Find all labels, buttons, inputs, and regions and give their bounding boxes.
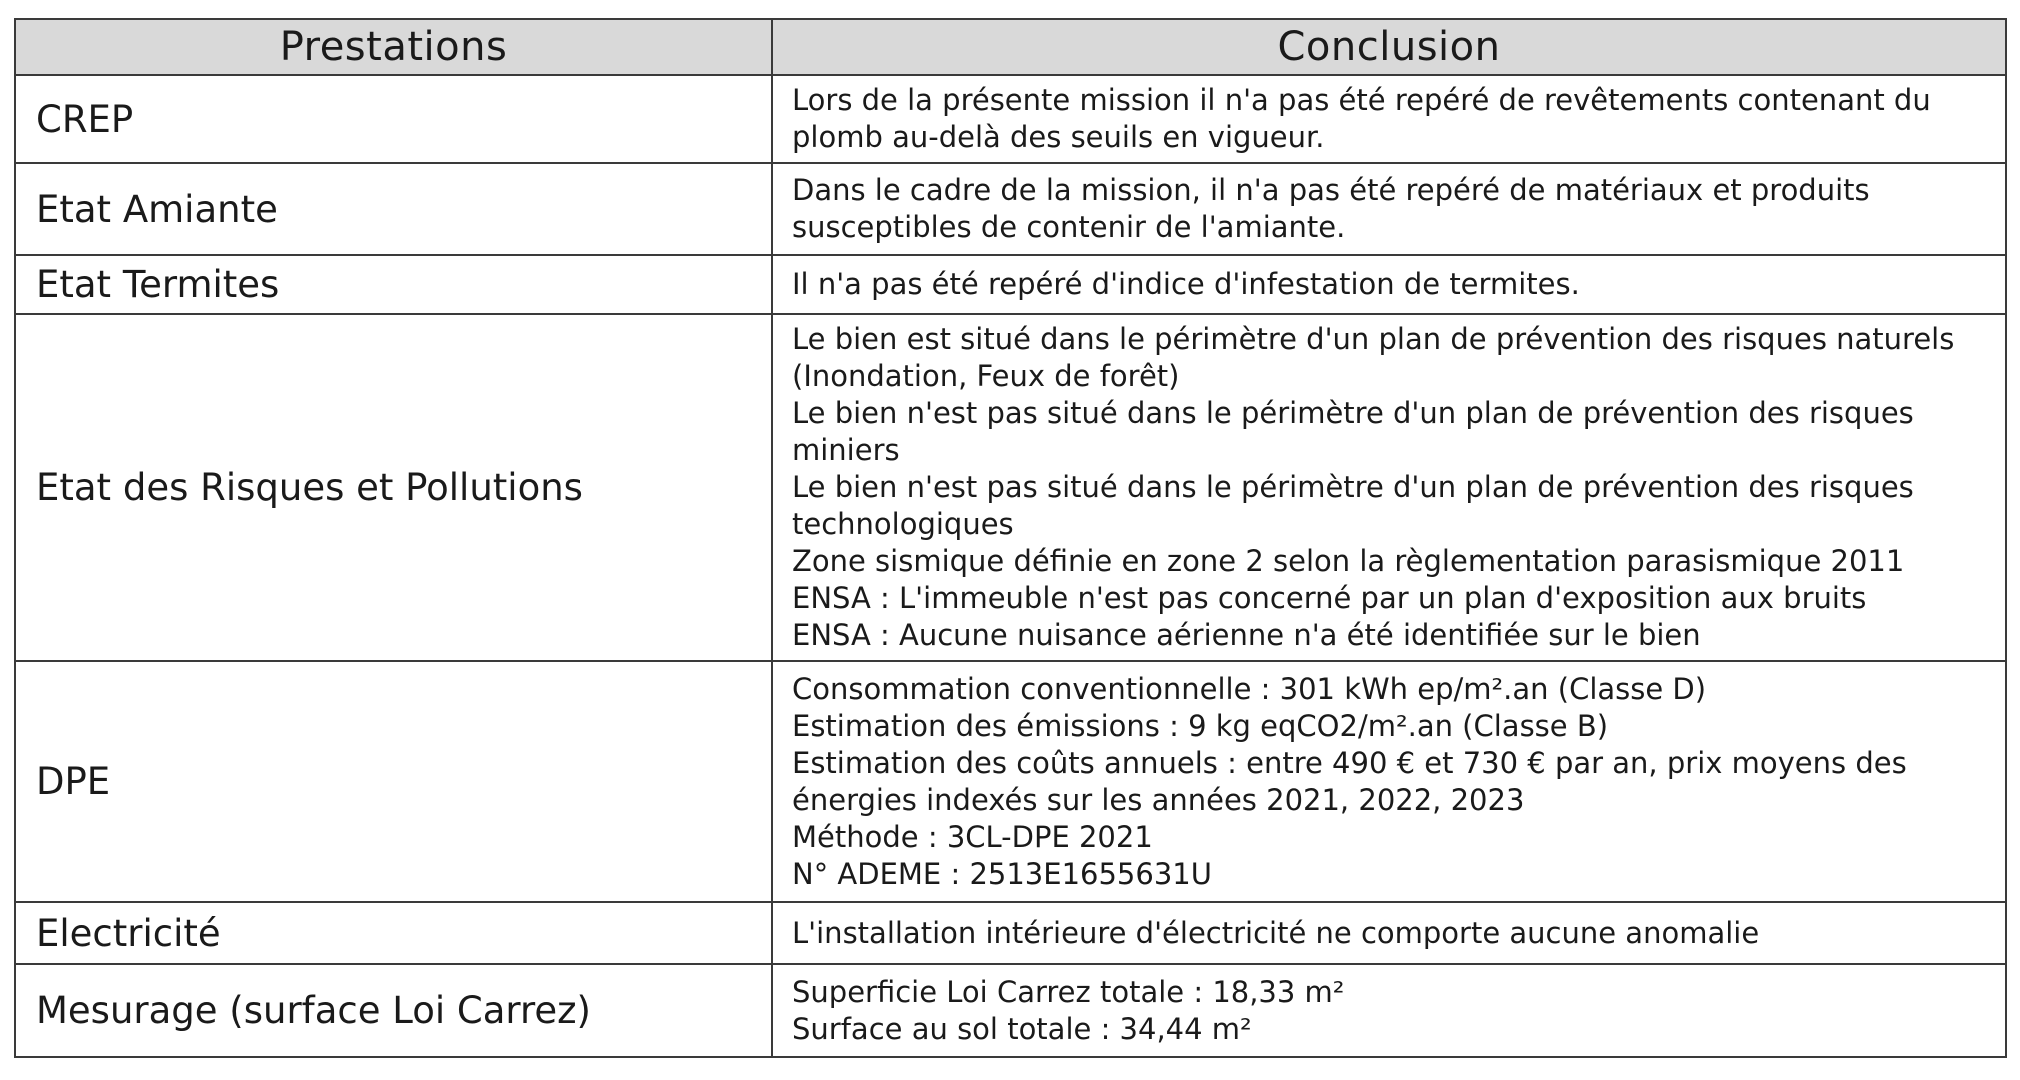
table-row-termites bbox=[15, 255, 2006, 314]
conclusion-line: Dans le cadre de la mission, il n'a pas été repéré de matériaux et produits susceptibles de contenir de l'amiante. bbox=[792, 173, 1870, 244]
conclusion-line: Estimation des coûts annuels : entre 490 € et 730 € par an, prix moyens des énergies indexés sur les années 2021, 2022, 2023 bbox=[792, 745, 1907, 817]
table-row-crep bbox=[15, 75, 2006, 163]
header-prestations: Prestations bbox=[15, 19, 772, 75]
table-row-dpe bbox=[15, 661, 2006, 902]
table-row-risques-pollutions bbox=[15, 314, 2006, 661]
row-label-termites: Etat Termites bbox=[15, 255, 772, 314]
conclusion-line: Estimation des émissions : 9 kg eqCO2/m².an (Classe B) bbox=[792, 708, 1609, 743]
row-conclusion-mesurage bbox=[772, 964, 2006, 1057]
conclusion-line: Superficie Loi Carrez totale : 18,33 m² bbox=[792, 974, 1345, 1009]
row-conclusion-amiante bbox=[772, 163, 2006, 255]
conclusion-line: Consommation conventionnelle : 301 kWh ep/m².an (Classe D) bbox=[792, 671, 1707, 706]
conclusion-line: Il n'a pas été repéré d'indice d'infestation de termites. bbox=[792, 267, 1580, 301]
conclusion-line: ENSA : Aucune nuisance aérienne n'a été identifiée sur le bien bbox=[792, 618, 1701, 652]
conclusion-line: Le bien n'est pas situé dans le périmètre d'un plan de prévention des risques miniers bbox=[792, 396, 1914, 467]
row-label-electricite: Electricité bbox=[15, 902, 772, 964]
conclusion-line: N° ADEME : 2513E1655631U bbox=[792, 856, 1212, 891]
row-label-mesurage: Mesurage (surface Loi Carrez) bbox=[15, 964, 772, 1057]
header-conclusion: Conclusion bbox=[772, 19, 2006, 75]
conclusion-line: Zone sismique définie en zone 2 selon la règlementation parasismique 2011 bbox=[792, 544, 1905, 578]
conclusion-line: Le bien n'est pas situé dans le périmètre d'un plan de prévention des risques technologiques bbox=[792, 470, 1914, 541]
conclusion-line: L'installation intérieure d'électricité ne comporte aucune anomalie bbox=[792, 915, 1760, 950]
row-label-risques-pollutions: Etat des Risques et Pollutions bbox=[15, 314, 772, 661]
diagnostics-summary-table-wrapper bbox=[14, 18, 2005, 1058]
table-row-amiante bbox=[15, 163, 2006, 255]
row-label-dpe: DPE bbox=[15, 661, 772, 902]
diagnostics-summary-table bbox=[14, 18, 2007, 1058]
table-row-mesurage bbox=[15, 964, 2006, 1057]
row-label-amiante: Etat Amiante bbox=[15, 163, 772, 255]
row-conclusion-electricite bbox=[772, 902, 2006, 964]
table-header-row bbox=[15, 19, 2006, 75]
row-conclusion-risques-pollutions bbox=[772, 314, 2006, 661]
conclusion-line: Méthode : 3CL-DPE 2021 bbox=[792, 819, 1153, 854]
conclusion-line: Lors de la présente mission il n'a pas été repéré de revêtements contenant du plomb au-delà des seuils en vigueur. bbox=[792, 83, 1931, 154]
table-row-electricite bbox=[15, 902, 2006, 964]
row-conclusion-termites bbox=[772, 255, 2006, 314]
conclusion-line: ENSA : L'immeuble n'est pas concerné par un plan d'exposition aux bruits bbox=[792, 581, 1867, 615]
conclusion-line: Le bien est situé dans le périmètre d'un plan de prévention des risques naturels (Inondation, Feux de forêt) bbox=[792, 322, 1955, 393]
row-conclusion-crep bbox=[772, 75, 2006, 163]
conclusion-line: Surface au sol totale : 34,44 m² bbox=[792, 1011, 1252, 1046]
row-conclusion-dpe bbox=[772, 661, 2006, 902]
row-label-crep: CREP bbox=[15, 75, 772, 163]
